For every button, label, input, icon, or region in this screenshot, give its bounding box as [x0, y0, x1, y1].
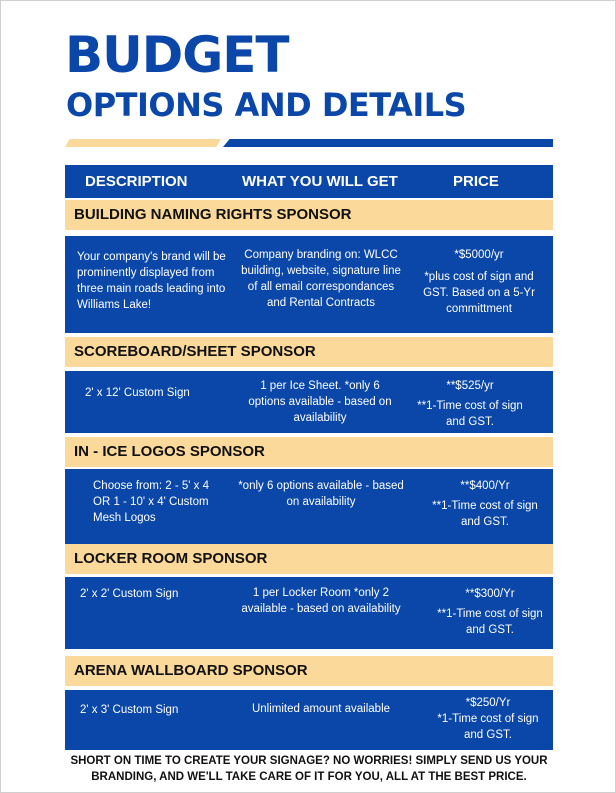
table-header	[65, 165, 553, 198]
column-header-description: DESCRIPTION	[85, 173, 188, 190]
column-header-price: PRICE	[453, 173, 499, 190]
decorative-stripe-yellow	[65, 139, 221, 147]
description-text: Choose from: 2 - 5' x 4 OR 1 - 10' x 4' Custom Mesh Logos	[93, 480, 209, 524]
price-value: **$300/Yr	[465, 588, 515, 600]
price-note: *plus cost of sign and GST. Based on a 5-Yr committment	[423, 271, 535, 315]
section-title-building-naming: BUILDING NAMING RIGHTS SPONSOR	[65, 200, 553, 230]
what-you-get-cell: *only 6 options available - based on availability	[238, 480, 404, 508]
description-cell: 2' x 2' Custom Sign	[80, 588, 179, 600]
section-row-building-naming	[65, 236, 553, 333]
description-cell: 2' x 3' Custom Sign	[80, 704, 179, 716]
description-cell: 2' x 12' Custom Sign	[85, 387, 190, 399]
price-cell	[430, 478, 540, 530]
section-title-locker-room: LOCKER ROOM SPONSOR	[65, 544, 553, 574]
section-row-scoreboard	[65, 371, 553, 433]
section-title-scoreboard: SCOREBOARD/SHEET SPONSOR	[65, 337, 553, 367]
what-you-get-cell: Company branding on: WLCC building, website, signature line of all email correspondances and Rental Contracts	[241, 249, 401, 309]
decorative-stripe-blue	[223, 139, 553, 147]
price-note: **1-Time cost of sign and GST.	[432, 500, 538, 528]
price-cell	[411, 247, 547, 317]
price-cell	[433, 695, 543, 743]
description-cell: Your company's brand will be prominently displayed from three main roads leading into Williams Lake!	[77, 251, 226, 311]
description-cell	[77, 478, 227, 526]
page-subtitle: OPTIONS AND DETAILS	[66, 86, 467, 124]
section-row-in-ice-logos	[65, 469, 553, 544]
price-value: **$525/yr	[446, 380, 494, 392]
price-cell	[415, 378, 525, 430]
price-note: **1-Time cost of sign and GST.	[437, 608, 543, 636]
column-header-what-you-get: WHAT YOU WILL GET	[242, 173, 398, 190]
price-value: *$5000/yr	[454, 249, 504, 261]
price-note: **1-Time cost of sign and GST.	[417, 400, 523, 428]
price-cell	[435, 586, 545, 638]
price-value: **$400/Yr	[460, 480, 510, 492]
what-you-get-cell: 1 per Ice Sheet. *only 6 options available - based on availability	[248, 380, 392, 424]
section-title-arena-wallboard: ARENA WALLBOARD SPONSOR	[65, 656, 553, 686]
section-row-locker-room	[65, 577, 553, 649]
price-value: *$250/Yr	[465, 697, 511, 709]
what-you-get-cell: 1 per Locker Room *only 2 available - based on availability	[241, 587, 401, 615]
section-title-in-ice-logos: IN - ICE LOGOS SPONSOR	[65, 437, 553, 467]
section-row-arena-wallboard	[65, 690, 553, 750]
price-note: *1-Time cost of sign and GST.	[437, 713, 539, 741]
footer-note: SHORT ON TIME TO CREATE YOUR SIGNAGE? NO WORRIES! SIMPLY SEND US YOUR BRANDING, AND WE'LL TAKE CARE OF IT FOR YOU, ALL AT THE BEST PRICE.	[70, 755, 548, 783]
what-you-get-cell: Unlimited amount available	[251, 703, 391, 715]
page-title: BUDGET	[65, 26, 289, 84]
